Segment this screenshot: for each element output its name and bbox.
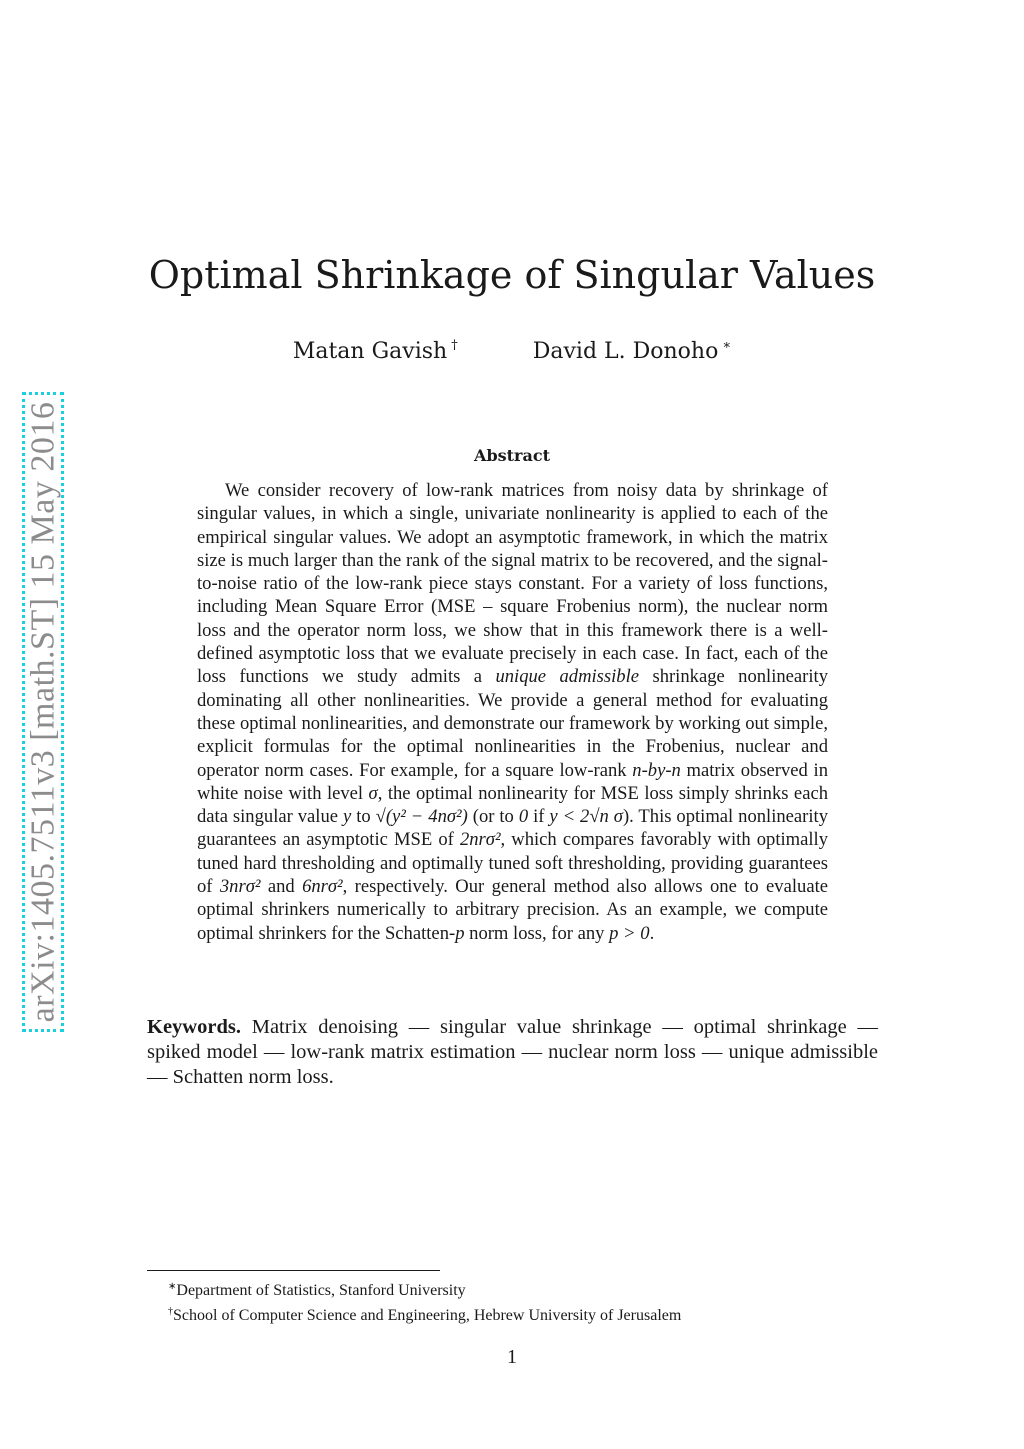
abstract-body: [197, 479, 828, 945]
footnote-mark: †: [168, 1306, 173, 1317]
abstract-text: matrix observed in white noise with level: [197, 759, 828, 804]
author-footnote-mark: ∗: [722, 338, 732, 353]
paper-title: Optimal Shrinkage of Singular Values: [148, 253, 876, 297]
keywords-label: Keywords.: [147, 1016, 241, 1038]
math-inline: σ: [368, 782, 378, 804]
footnotes: [168, 1276, 681, 1326]
abstract-text: We consider recovery of low-rank matrices from noisy data by shrinkage of singular values, in which a single, univariate nonlinearity is applied to each of the empirical singular values. We adopt an asymptotic framework, in which the matrix size is much larger than the rank of the signal matrix to be recovered, and the signal-to-noise ratio of the low-rank piece stays constant. For a variety of loss functions, including Mean Square Error (MSE – square Frobenius norm), the nuclear norm loss and the operator norm loss, we show that in this framework there is a well-defined asymptotic loss that we evaluate precisely in each case. In fact, each of the loss functions we study admits a: [197, 480, 828, 688]
abstract-text: norm loss, for any: [469, 922, 605, 944]
abstract-text: , respectively. Our general method also allows one to evaluate optimal shrinkers numerically to arbitrary precision. As an example, we compute optimal shrinkers for the Schatten-: [197, 876, 828, 944]
math-inline: y < 2√n σ: [549, 806, 623, 828]
math-inline: 3nrσ²: [219, 876, 261, 898]
abstract-text: and: [267, 876, 295, 898]
arxiv-stamp: [22, 392, 64, 1032]
author-footnote-mark: †: [451, 338, 458, 353]
abstract-text: ). This optimal nonlinearity guarantees an asymptotic MSE of: [197, 806, 829, 851]
keywords-paragraph: [147, 1015, 878, 1090]
math-inline: 6nrσ²: [302, 876, 343, 898]
abstract-text: , which compares favorably with optimally tuned hard thresholding and optimally tuned soft thresholding, providing guarantees of: [197, 829, 829, 898]
author-list: [0, 338, 1024, 364]
author-gavish: [293, 338, 458, 364]
math-inline: p > 0: [609, 922, 650, 944]
math-inline: 2nrσ²: [459, 829, 501, 851]
abstract-text: , the optimal nonlinearity for MSE loss simply shrinks each data singular value: [197, 782, 828, 828]
math-inline: 0: [518, 806, 529, 828]
abstract-text: if: [533, 806, 545, 828]
math-inline: p: [455, 922, 465, 944]
abstract-emphasis: unique admissible: [495, 666, 640, 688]
keywords-text: Matrix denoising — singular value shrinkage — optimal shrinkage — spiked model — low-rank matrix estimation — nuclear norm loss — unique admissible — Schatten norm loss.: [147, 1016, 879, 1088]
abstract-text: to: [356, 806, 371, 828]
arxiv-identifier: arXiv:1405.7511v3 [math.ST] 15 May 2016: [24, 401, 62, 1023]
abstract-text: (or to: [472, 806, 514, 828]
math-inline: y: [342, 806, 352, 828]
math-inline: n-by-n: [632, 759, 681, 781]
footnote-divider: [147, 1270, 440, 1271]
math-inline: √(y² − 4nσ²): [375, 806, 468, 828]
page-number: 1: [507, 1346, 517, 1368]
footnote-text: Department of Statistics, Stanford University: [176, 1282, 466, 1299]
abstract-text: shrinkage nonlinearity dominating all other nonlinearities. We provide a general method for evaluating these optimal nonlinearities, and demonstrate our framework by working out simple, explicit formulas for the optimal nonlinearities in the Frobenius, nuclear and operator norm cases. For example, for a square low-rank: [197, 666, 829, 781]
footnote-affiliation-hebrew: [168, 1301, 681, 1326]
author-name: Matan Gavish: [292, 339, 448, 364]
footnote-mark: ∗: [168, 1281, 177, 1292]
abstract-heading: Abstract: [474, 446, 550, 465]
author-name: David L. Donoho: [532, 339, 719, 364]
footnote-text: School of Computer Science and Engineering, Hebrew University of Jerusalem: [173, 1307, 682, 1324]
abstract-text: .: [649, 922, 655, 944]
author-donoho: [533, 338, 731, 364]
footnote-affiliation-stanford: [168, 1276, 681, 1301]
